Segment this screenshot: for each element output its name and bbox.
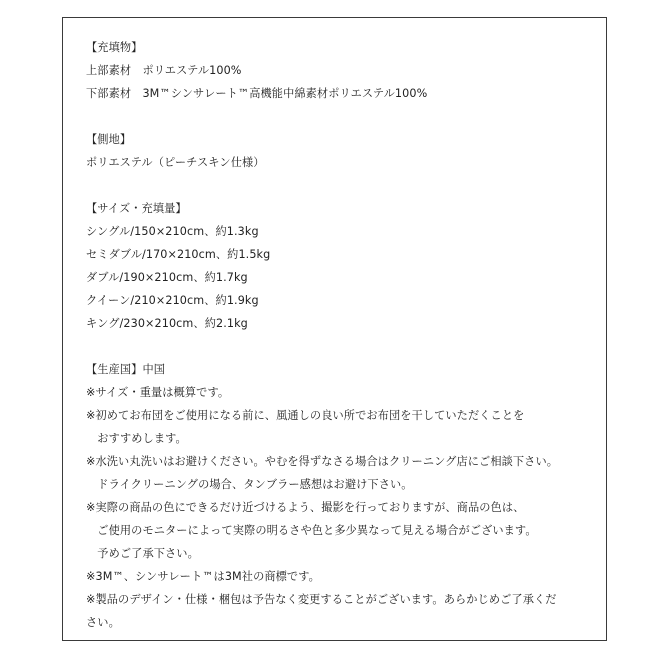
note-line: おすすめします。 xyxy=(86,432,187,445)
notes-section xyxy=(86,358,596,634)
size-queen: クイーン/210×210cm、約1.9kg xyxy=(86,294,259,307)
fabric-section xyxy=(86,128,596,174)
size-semi-double: セミダブル/170×210cm、約1.5kg xyxy=(86,248,271,261)
note-line: 予めご了承下さい。 xyxy=(86,547,199,560)
note-line: さい。 xyxy=(86,616,120,629)
size-king: キング/230×210cm、約2.1kg xyxy=(86,317,248,330)
note-line: ※サイズ・重量は概算です。 xyxy=(86,386,230,399)
fabric-heading: 【側地】 xyxy=(86,133,132,146)
spec-content xyxy=(86,36,596,634)
size-heading: 【サイズ・充填量】 xyxy=(86,202,187,215)
note-line: ドライクリーニングの場合、タンブラー感想はお避け下さい。 xyxy=(86,478,413,491)
filling-top-material: 上部素材 ポリエステル100% xyxy=(86,64,242,77)
fabric-material: ポリエステル（ピーチスキン仕様） xyxy=(86,156,265,169)
size-single: シングル/150×210cm、約1.3kg xyxy=(86,225,259,238)
note-line: ご使用のモニターによって実際の明るさや色と多少異なって見える場合がございます。 xyxy=(86,524,537,537)
filling-heading: 【充填物】 xyxy=(86,41,143,54)
size-double: ダブル/190×210cm、約1.7kg xyxy=(86,271,248,284)
note-line: ※実際の商品の色にできるだけ近づけるよう、撮影を行っておりますが、商品の色は、 xyxy=(86,501,525,514)
size-section xyxy=(86,197,596,335)
note-line: ※3M™、シンサレート™は3M社の商標です。 xyxy=(86,570,320,583)
filling-bottom-material: 下部素材 3M™シンサレート™高機能中綿素材ポリエステル100% xyxy=(86,87,428,100)
note-line: ※製品のデザイン・仕様・梱包は予告なく変更することがございます。あらかじめご了承くだ xyxy=(86,593,557,606)
filling-section xyxy=(86,36,596,105)
origin-line: 【生産国】中国 xyxy=(86,363,166,376)
note-line: ※初めてお布団をご使用になる前に、風通しの良い所でお布団を干していただくことを xyxy=(86,409,525,422)
note-line: ※水洗い丸洗いはお避けください。やむを得ずなさる場合はクリーニング店にご相談下さい。 xyxy=(86,455,559,468)
